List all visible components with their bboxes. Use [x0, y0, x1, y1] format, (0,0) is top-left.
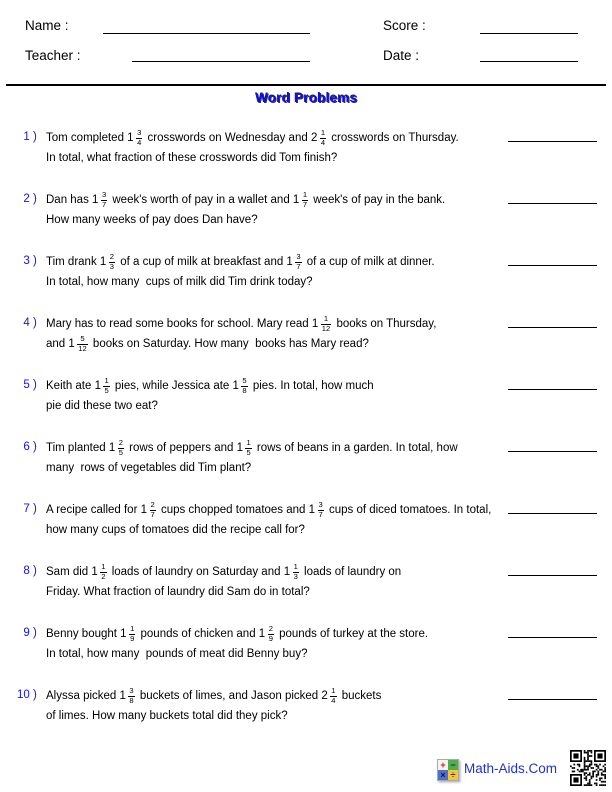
score-blank-line	[480, 33, 578, 34]
fraction: $\frac{1}{5}$	[104, 376, 109, 395]
fraction: $\frac{2}{3}$	[109, 252, 115, 271]
problem-number: 7 )	[23, 503, 40, 515]
fraction: $\frac{3}{8}$	[129, 686, 134, 705]
answer-blank-line	[508, 575, 597, 576]
fraction: $\frac{2}{5}$	[118, 438, 123, 457]
fraction: $\frac{1}{4}$	[320, 128, 326, 147]
worksheet-title: Word Problems	[254, 90, 358, 105]
problem-text-line: Benny bought 1 $\frac{1}{9}$ pounds of chicken and 1 $\frac{2}{9}$ pounds of turkey at the store.	[46, 624, 429, 643]
header-divider	[6, 84, 606, 86]
problem-row	[0, 310, 612, 372]
problem-list	[0, 124, 612, 744]
problem-number: 9 )	[23, 627, 40, 639]
problem-text-line: How many weeks of pay does Dan have?	[46, 214, 258, 226]
problem-text-line: A recipe called for 1 $\frac{2}{7}$ cups chopped tomatoes and 1 $\frac{3}{7}$ cups of diced tomatoes. In total,	[46, 500, 492, 519]
problem-text-line: In total, what fraction of these crosswords did Tom finish?	[46, 152, 338, 164]
fraction: $\frac{2}{9}$	[268, 624, 273, 643]
problem-text-line: Friday. What fraction of laundry did Sam do in total?	[46, 586, 310, 598]
divide-icon: ÷	[448, 770, 458, 780]
fraction: $\frac{5}{12}$	[78, 334, 87, 353]
brand-link[interactable]: Math-Aids.Com	[464, 761, 558, 776]
fraction: $\frac{1}{7}$	[302, 190, 308, 209]
problem-number: 10 )	[16, 689, 40, 701]
problem-row	[0, 434, 612, 496]
fraction: $\frac{3}{7}$	[296, 252, 301, 271]
problem-number: 1 )	[23, 131, 40, 143]
fraction: $\frac{1}{2}$	[101, 562, 106, 581]
answer-blank-line	[508, 141, 597, 142]
fraction: $\frac{3}{7}$	[101, 190, 107, 209]
problem-number: 4 )	[23, 317, 40, 329]
problem-text-line: In total, how many cups of milk did Tim drink today?	[46, 276, 313, 288]
problem-row	[0, 496, 612, 558]
problem-row	[0, 558, 612, 620]
problem-text-line: Dan has 1 $\frac{3}{7}$ week's worth of pay in a wallet and 1 $\frac{1}{7}$ week's of pay in the bank.	[46, 190, 446, 209]
teacher-blank-line	[132, 61, 310, 62]
problem-text-line: Tom completed 1 $\frac{3}{4}$ crosswords on Wednesday and 2 $\frac{1}{4}$ crosswords on Thursday.	[46, 128, 459, 147]
fraction: $\frac{3}{4}$	[137, 128, 142, 147]
problem-number: 5 )	[23, 379, 40, 391]
date-label: Date :	[383, 48, 420, 63]
problem-number: 2 )	[23, 193, 40, 205]
fraction: $\frac{1}{4}$	[331, 686, 336, 705]
math-aids-logo-icon	[437, 759, 459, 781]
answer-blank-line	[508, 637, 597, 638]
name-blank-line	[103, 33, 310, 34]
qr-code-icon	[570, 750, 606, 786]
name-label: Name :	[25, 18, 69, 33]
problem-row	[0, 372, 612, 434]
problem-row	[0, 186, 612, 248]
problem-number: 6 )	[23, 441, 40, 453]
answer-blank-line	[508, 389, 597, 390]
problem-text-line: Alyssa picked 1 $\frac{3}{8}$ buckets of limes, and Jason picked 2 $\frac{1}{4}$ buckets	[46, 686, 382, 705]
teacher-label: Teacher :	[25, 48, 81, 63]
problem-text-line: Tim drank 1 $\frac{2}{3}$ of a cup of milk at breakfast and 1 $\frac{3}{7}$ of a cup of milk at dinner.	[46, 252, 435, 271]
answer-blank-line	[508, 203, 597, 204]
problem-row	[0, 682, 612, 744]
fraction: $\frac{1}{3}$	[293, 562, 298, 581]
problem-text-line: how many cups of tomatoes did the recipe call for?	[46, 524, 305, 536]
problem-text-line: Sam did 1 $\frac{1}{2}$ loads of laundry on Saturday and 1 $\frac{1}{3}$ loads of laundry on	[46, 562, 402, 581]
problem-text-line: of limes. How many buckets total did they pick?	[46, 710, 288, 722]
problem-text-line: and 1 $\frac{5}{12}$ books on Saturday. How many books has Mary read?	[46, 334, 369, 353]
times-icon: ×	[438, 770, 448, 780]
problem-number: 8 )	[23, 565, 40, 577]
answer-blank-line	[508, 265, 597, 266]
fraction: $\frac{5}{8}$	[242, 376, 247, 395]
problem-row	[0, 124, 612, 186]
plus-icon: +	[438, 760, 448, 770]
problem-text-line: many rows of vegetables did Tim plant?	[46, 462, 252, 474]
answer-blank-line	[508, 513, 597, 514]
fraction: $\frac{1}{5}$	[246, 438, 251, 457]
answer-blank-line	[508, 451, 597, 452]
problem-row	[0, 248, 612, 310]
date-blank-line	[480, 61, 578, 62]
problem-row	[0, 620, 612, 682]
minus-icon: −	[448, 760, 458, 770]
problem-text-line: Keith ate 1 $\frac{1}{5}$ pies, while Jessica ate 1 $\frac{5}{8}$ pies. In total, how much	[46, 376, 374, 395]
answer-blank-line	[508, 699, 597, 700]
fraction: $\frac{1}{9}$	[130, 624, 135, 643]
problem-text-line: In total, how many pounds of meat did Benny buy?	[46, 648, 308, 660]
problem-text-line: pie did these two eat?	[46, 400, 158, 412]
fraction: $\frac{3}{7}$	[318, 500, 323, 519]
problem-number: 3 )	[23, 255, 40, 267]
score-label: Score :	[383, 18, 426, 33]
answer-blank-line	[508, 327, 597, 328]
problem-text-line: Tim planted 1 $\frac{2}{5}$ rows of peppers and 1 $\frac{1}{5}$ rows of beans in a garden. In total, how	[46, 438, 458, 457]
fraction: $\frac{2}{7}$	[150, 500, 155, 519]
problem-text-line: Mary has to read some books for school. Mary read 1 $\frac{1}{12}$ books on Thursday,	[46, 314, 437, 333]
fraction: $\frac{1}{12}$	[321, 314, 331, 333]
